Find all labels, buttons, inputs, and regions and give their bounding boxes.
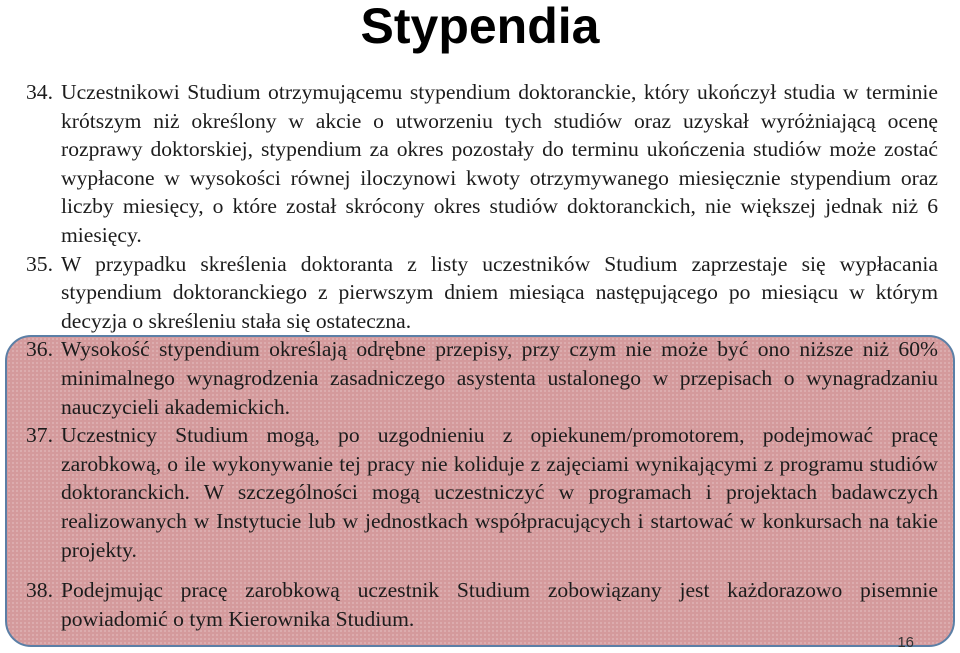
slide-title: Stypendia [360,0,600,54]
point-number: 34. [26,80,53,104]
point-number: 35. [26,251,53,276]
regulation-point-38 [26,576,938,633]
regulation-point-34 [26,78,938,250]
point-text: W przypadku skreślenia doktoranta z listy uczestników Studium zaprzestaje się wypłacania stypendium doktoranckiego z pierwszym dniem miesiąca następującego po miesiącu w którym decyzja o skreśleniu stała się ostateczna. [61,251,938,333]
point-number: 37. [26,423,53,448]
regulation-point-35 [26,250,938,336]
point-text: Uczestnicy Studium mogą, po uzgodnieniu z opiekunem/promotorem, podejmować pracę zarobkową, o ile wykonywanie tej pracy nie koliduje z zajęciami wynikającymi z programu studiów doktoranckich. W szczególności mogą uczestniczyć w programach i projektach badawczych realizowanych w Instytucie lub w jednostkach współpracujących i startować w konkursach na takie projekty. [61,423,938,562]
point-number: 36. [26,337,53,362]
regulation-points-list [26,78,938,633]
point-text: Podejmując pracę zarobkową uczestnik Studium zobowiązany jest każdorazowo pisemnie powiadomić o tym Kierownika Studium. [61,578,938,631]
point-text: Wysokość stypendium określają odrębne przepisy, przy czym nie może być ono niższe niż 60% minimalnego wynagrodzenia zasadniczego asystenta ustalonego w przepisach o wynagradzaniu nauczycieli akademickich. [61,337,938,419]
page-number: 16 [897,634,914,651]
regulation-point-36 [26,335,938,421]
regulation-point-37 [26,421,938,564]
point-text: Uczestnikowi Studium otrzymującemu stypendium doktoranckie, który ukończył studia w terminie krótszym niż określony w akcie o utworzeniu tych studiów oraz uzyskał wyróżniającą ocenę rozprawy doktorskiej, stypendium za okres pozostały do terminu ukończenia studiów może zostać wypłacone w wysokości równej iloczynowi kwoty otrzymywanego miesięcznie stypendium oraz liczby miesięcy, o które został skrócony okres studiów doktoranckich, nie większej jednak niż 6 miesięcy. [61,80,938,247]
point-number: 38. [26,578,53,603]
